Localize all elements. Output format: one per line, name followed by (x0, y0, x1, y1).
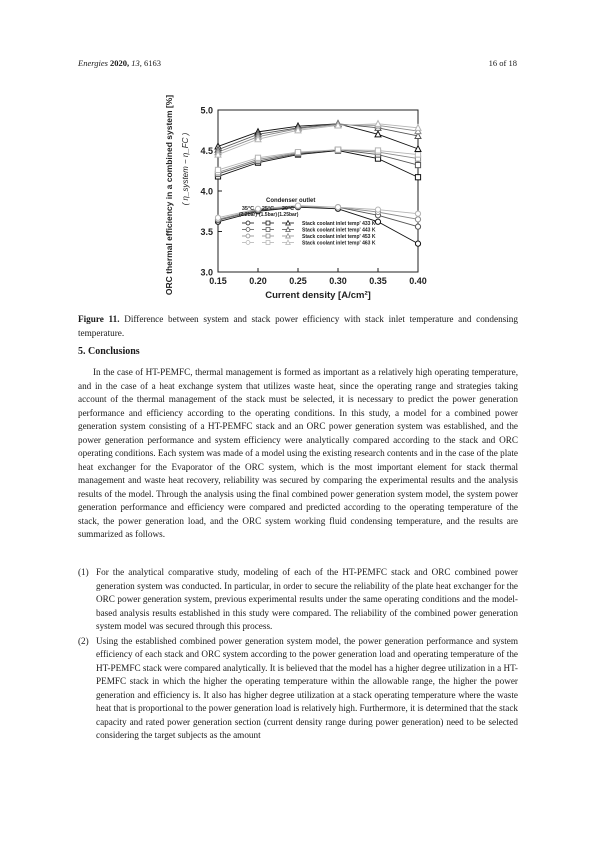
data-point (375, 207, 380, 212)
page-number: 16 of 18 (488, 58, 517, 68)
data-point (215, 215, 220, 220)
x-axis-label: Current density [A/cm²] (265, 290, 371, 301)
x-tick-label: 0.15 (209, 276, 227, 286)
legend-row-label: Stack coolant inlet temp' 433 K (302, 221, 376, 227)
list-item (78, 566, 518, 634)
conclusions-paragraph: In the case of HT-PEMFC, thermal management is formed as important as a relatively high operating temperature, and in the case of a heat exchange system that utilizes waste heat, since the operating range and strategies taking account of the thermal management of the stack must be selected, it is necessary to predict the power generation performance and efficiency according to the operating conditions. In this study, a model for a combined power generation system consisting of a HT-PEMFC stack and an ORC power generation system was established, and the power generation performance and system efficiency were analytically compared according to the stack and ORC operating conditions. Each system was made of a model using the existing research contents and in the case of the plate heat exchanger for the Evaporator of the ORC system, which is the most important element for stack thermal management and waste heat recovery, reliability was secured by comparing the experimental results and the analysis results of the model. Through the analysis using the final combined power generation system model, the system power generation performance and efficiency were compared and predicted according to the operating temperature of the stack, the power generation load, and the ORC system working fluid condensing temperature, and the results are summarized as follows. (78, 367, 518, 539)
legend-column-label: 20°C (281, 206, 295, 212)
data-point (415, 152, 420, 157)
plot-frame (218, 110, 418, 272)
figure-caption (78, 313, 518, 340)
series-line (218, 124, 418, 155)
legend-pressure-label: (1.5bar) (258, 212, 278, 218)
data-point (415, 162, 420, 167)
data-point (415, 175, 420, 180)
data-point (375, 148, 380, 153)
x-tick-label: 0.20 (249, 276, 267, 286)
legend-marker (266, 221, 270, 225)
conclusions-body (78, 366, 518, 542)
data-point (255, 206, 260, 211)
data-point (415, 211, 420, 216)
series-group (215, 148, 420, 180)
list-item-text: Using the established combined power generation system model, the power generation performance and system efficiency of each stack and ORC system according to the power generation load and operating temperature of the HT-PEMFC stack were compared analytically. It is believed that the model has a higher degree utilization in a HT-PEMFC stack in which the higher the operating temperature within the allowable range, the higher the power generation and efficiency is. It also has higher degree utilization at a stack operating temperature where the waste heat that is proportional to the power generation load is relatively high. Furthermore, it is determined that the stack capacity and rated power generation section (current density range during power generation) need to be selected considering the target subjects as the amount (96, 635, 518, 740)
data-point (415, 217, 420, 222)
series-group (215, 121, 421, 154)
y-tick-label: 3.5 (200, 227, 213, 237)
legend-marker (266, 234, 270, 238)
journal-volume: 13 (131, 58, 140, 68)
data-point (335, 205, 340, 210)
legend-pressure-label: (1.25bar) (277, 212, 299, 218)
y-tick-label: 4.0 (200, 186, 213, 197)
data-point (255, 155, 260, 160)
legend-marker (246, 228, 250, 232)
legend-row-label: Stack coolant inlet temp' 463 K (302, 240, 376, 247)
running-header-citation (78, 58, 161, 68)
x-tick-label: 0.30 (329, 276, 347, 286)
list-item-text: For the analytical comparative study, modeling of each of the HT-PEMFC stack and ORC combined power generation system was conducted. In particular, in order to secure the reliability of the plate heat exchanger for the ORC power generation system, previous experimental results under the same operating conditions and the model-based analysis results established in this study were compared. The reliability of the combined power generation system model was secured through this process. (96, 567, 518, 631)
legend-column-label: 25°C (261, 206, 275, 212)
x-tick-label: 0.25 (289, 276, 307, 286)
data-point (415, 241, 420, 246)
data-point (215, 167, 220, 172)
list-item-number: (1) (78, 567, 89, 577)
journal-name: Energies (78, 58, 108, 68)
legend-pressure-label: (2.2bar) (238, 212, 258, 218)
section-title: 5. Conclusions (78, 346, 140, 357)
data-point (335, 147, 340, 152)
y-tick-label: 4.5 (200, 146, 213, 156)
y-tick-label: 3.0 (200, 267, 213, 278)
y-tick-label: 5.0 (200, 105, 213, 116)
data-point (295, 150, 300, 155)
efficiency-chart (160, 86, 450, 301)
legend-row-label: Stack coolant inlet temp' 453 K (302, 234, 376, 240)
data-point (415, 224, 420, 229)
journal-year: 2020, (107, 58, 132, 68)
y-axis-label: ORC thermal efficiency in a combined system [%] (164, 94, 174, 296)
legend-marker (246, 221, 250, 225)
data-point (375, 219, 380, 224)
legend-marker (246, 234, 250, 238)
y-axis-sublabel: ( η_system − η_FC ) (181, 132, 190, 206)
legend (239, 198, 376, 247)
journal-pages: , 6163 (139, 58, 162, 68)
figure-caption-text: Difference between system and stack power efficiency with stack inlet temperature and condensing temperature. (78, 314, 518, 338)
list-item (78, 635, 518, 743)
legend-marker (246, 241, 250, 245)
x-tick-label: 0.35 (369, 276, 387, 286)
legend-marker (266, 241, 270, 245)
conclusions-list (78, 566, 518, 743)
legend-marker (266, 228, 270, 232)
legend-title: Condenser outlet (266, 198, 316, 204)
legend-column-label: 35°C (241, 206, 255, 212)
figure-caption-label: Figure 11. (78, 314, 120, 324)
x-tick-label: 0.40 (409, 276, 427, 286)
list-item-number: (2) (78, 635, 89, 646)
series-group (215, 147, 420, 172)
legend-row-label: Stack coolant inlet temp' 443 K (302, 227, 376, 234)
